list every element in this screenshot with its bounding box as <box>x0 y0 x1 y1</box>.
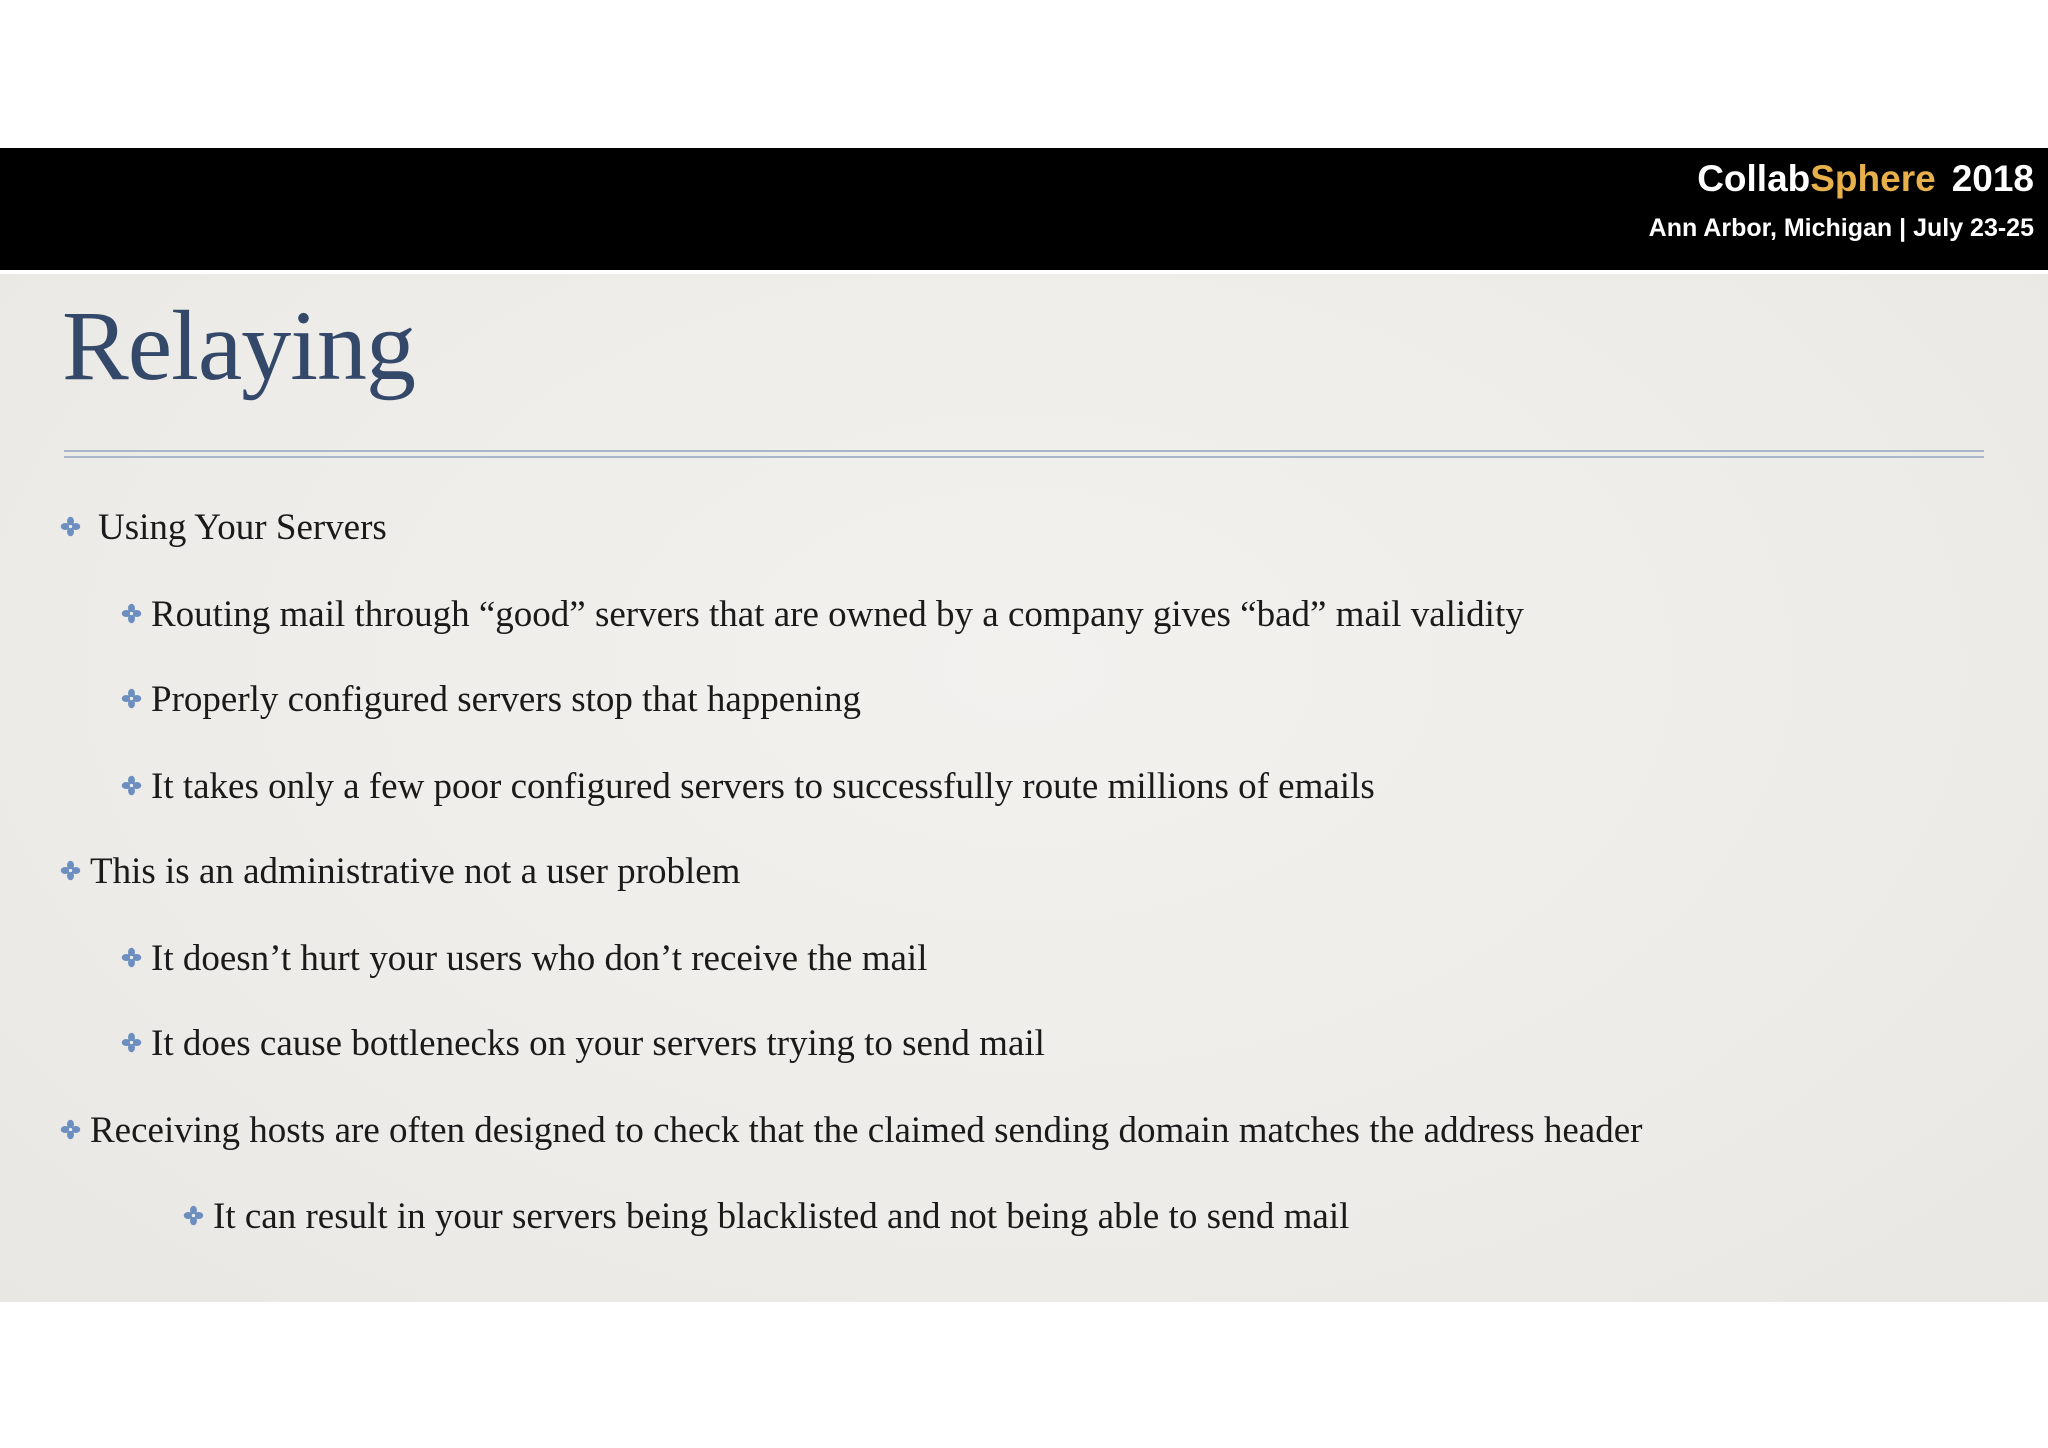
bullet-item <box>121 678 861 722</box>
bullet-text: It does cause bottlenecks on your servers trying to send mail <box>151 1023 1045 1064</box>
brand-main: Collab <box>1697 158 1811 199</box>
four-petal-flower-icon <box>121 775 142 796</box>
bullet-text: Routing mail through “good” servers that are owned by a company gives “bad” mail validity <box>151 594 1524 635</box>
slide <box>0 148 2048 1302</box>
title-divider-top <box>64 450 1984 452</box>
brand-year: 2018 <box>1951 158 2034 199</box>
four-petal-flower-icon <box>60 516 81 537</box>
conference-logo <box>1697 158 2034 200</box>
bullet-item <box>183 1195 1349 1239</box>
brand-accent: Sphere <box>1810 158 1936 199</box>
bullet-item <box>60 1109 1642 1153</box>
bullet-text: Properly configured servers stop that happening <box>151 679 862 720</box>
four-petal-flower-icon <box>121 947 142 968</box>
bullet-item <box>121 937 927 981</box>
four-petal-flower-icon <box>60 1119 81 1140</box>
bullet-text: It can result in your servers being blacklisted and not being able to send mail <box>213 1196 1350 1237</box>
four-petal-flower-icon <box>60 860 81 881</box>
conference-location-dates: Ann Arbor, Michigan | July 23-25 <box>1648 214 2034 242</box>
conference-banner <box>0 148 2048 270</box>
bullet-text: It doesn’t hurt your users who don’t receive the mail <box>151 938 928 979</box>
bullet-text: This is an administrative not a user problem <box>90 851 741 892</box>
bullet-item <box>121 593 1524 637</box>
bullet-item <box>121 1022 1045 1066</box>
bullet-text: Receiving hosts are often designed to check that the claimed sending domain matches the address header <box>90 1110 1643 1151</box>
bullet-text: Using Your Servers <box>98 507 387 548</box>
bullet-text: It takes only a few poor configured servers to successfully route millions of emails <box>151 766 1375 807</box>
four-petal-flower-icon <box>121 603 142 624</box>
banner-divider <box>0 270 2048 274</box>
four-petal-flower-icon <box>121 688 142 709</box>
bullet-item <box>60 850 740 894</box>
bullet-item <box>60 506 387 550</box>
four-petal-flower-icon <box>121 1032 142 1053</box>
slide-title: Relaying <box>62 290 416 401</box>
four-petal-flower-icon <box>183 1205 204 1226</box>
title-divider-bottom <box>64 456 1984 458</box>
bullet-item <box>121 765 1375 809</box>
